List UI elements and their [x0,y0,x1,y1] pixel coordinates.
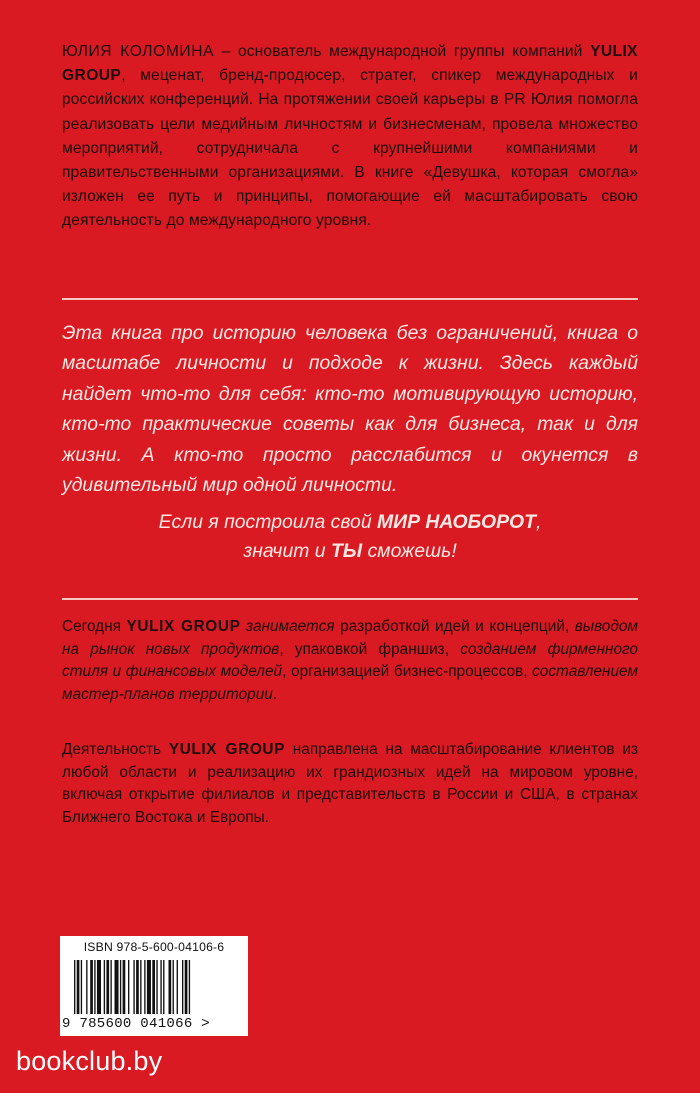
company-mission-paragraph [62,739,638,829]
slogan-l2-pre: значит и [243,540,331,562]
bio-text-2: , меценат, бренд-продюсер, стратег, спикер международных и российских конференций. На протяжении своей карьеры в PR Юлия помогла реализовать цели медийным личностям и бизнесменам, провела множество мероприятий, сотрудничала с крупнейшими компаниями и правительственными организациями. В книге «Девушка, которая смогла» изложен ее путь и принципы, помогающие ей масштабировать свою деятельность до международного уровня. [62,67,638,230]
p1-s5: выводом на рынок новых продуктов [62,618,638,658]
p2-brand: YULIX GROUP [168,741,285,758]
slogan-line-2 [62,537,638,566]
author-name: ЮЛИЯ КОЛОМИНА [62,43,215,60]
bio-brand: YULIX GROUP [62,43,638,85]
p1-s11: организацией бизнес-процессов [291,663,524,681]
barcode-label [60,936,248,1036]
p1-s12: , [523,663,533,681]
p1-s9: созданием фирменного стиля и финансовых моделей [62,640,638,681]
p1-s13: составлением мастер-планов территории [62,663,638,703]
slogan [62,508,638,566]
slogan-l1-pre: Если я построила свой [158,511,377,533]
p1-s2: занимается [240,618,341,635]
slogan-l2-bold: ТЫ [330,540,363,562]
divider-bottom [62,598,638,600]
p1-s1: Сегодня [62,618,127,635]
book-description-quote: Эта книга про историю человека без ограничений, книга о масштабе личности и подходе к жизни. Здесь каждый найдет что-то для себя: кто-то мотивирующую историю, кто-то практические советы как для бизнеса, так и для жизни. А кто-то просто расслабится и окунется в удивительный мир одной личности. [62,322,638,497]
divider-top [62,298,638,300]
p1-s10: , [282,663,292,681]
p1-s7: упаковкой франшиз [294,640,445,658]
barcode-digits: 9 785600 041066 > [62,1016,210,1032]
p2-s1: Деятельность [62,741,169,758]
author-bio [62,40,638,234]
watermark: bookclub.by [16,1046,163,1076]
p1-s6: , [279,640,295,658]
slogan-l2-post: сможешь! [362,540,457,562]
p1-s3: разработкой идей и концепций [340,618,565,635]
barcode-icon [74,960,234,1014]
company-activities-paragraph [62,616,638,706]
p1-brand: YULIX GROUP [126,618,241,635]
isbn-text: ISBN 978-5-600-04106-6 [83,940,225,954]
p2-s2: направлена на масштабирование клиентов из любой области и реализацию их грандиозных идей на мировом уровне, включая открытие филиалов и представительств в России и США, в странах Ближнего Востока и Европы. [62,741,639,826]
p1-s8: , [444,640,461,658]
slogan-line-1 [62,508,638,537]
p1-s4: , [564,618,575,635]
slogan-l1-bold: МИР НАОБОРОТ [377,511,536,533]
slogan-l1-post: , [535,511,542,533]
bio-text-1: – основатель международной группы компаний [214,43,591,60]
p1-s14: . [272,685,278,703]
